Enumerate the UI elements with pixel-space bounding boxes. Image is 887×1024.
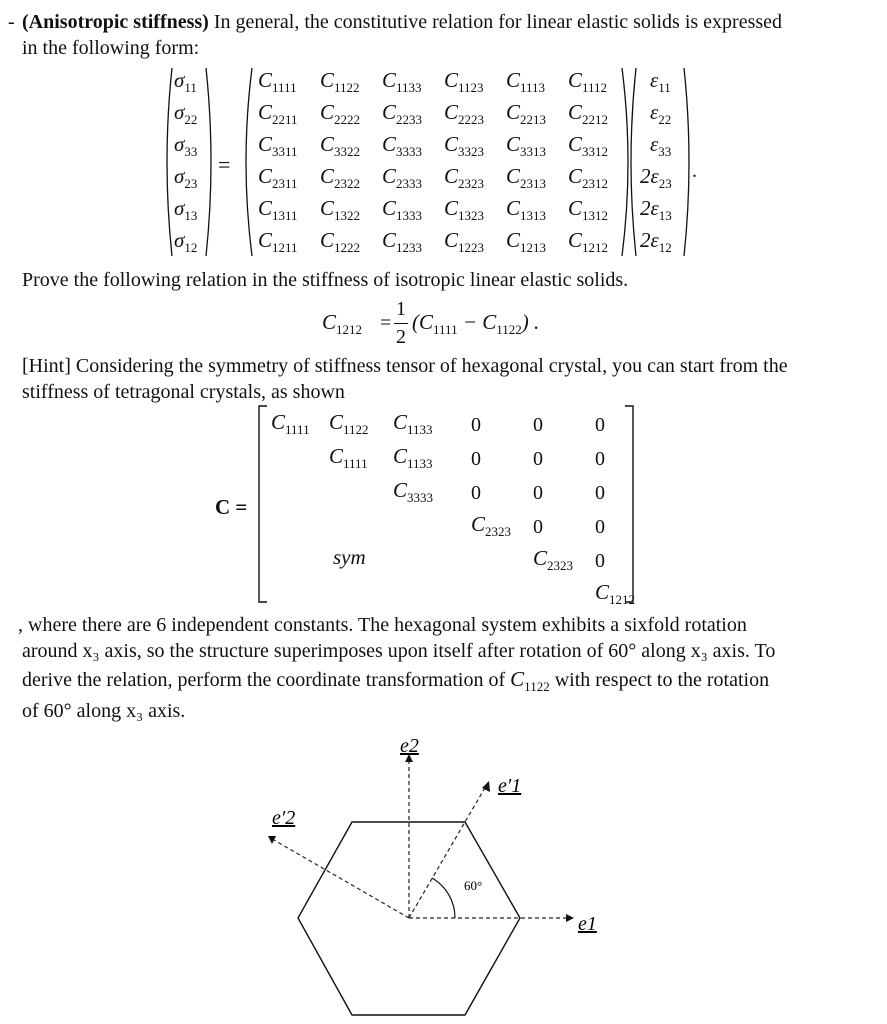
tetragonal-cells bbox=[215, 402, 645, 607]
angle-arc bbox=[432, 878, 455, 918]
stiffness-entry: $C_{1311}$ bbox=[258, 196, 298, 223]
stiffness-entry: $C_{3312}$ bbox=[568, 132, 609, 159]
sigma-component: $\sigma_{12}$ bbox=[174, 228, 198, 255]
stiffness-entry: $C_{2223}$ bbox=[444, 100, 485, 127]
zero-entry: 0 bbox=[471, 482, 481, 504]
bullet-mark: - bbox=[8, 11, 15, 33]
stiffness-entry: $C_{3313}$ bbox=[506, 132, 547, 159]
stiffness-entry: $C_{1133}$ bbox=[382, 68, 422, 95]
fraction-numerator: 1 bbox=[396, 298, 406, 320]
zero-entry: 0 bbox=[595, 550, 605, 572]
zero-entry: 0 bbox=[471, 448, 481, 470]
stiffness-entry: $C_{1211}$ bbox=[258, 228, 298, 255]
e2-label: e2 bbox=[400, 735, 419, 757]
e2-prime-axis bbox=[274, 840, 409, 918]
matrix-right-paren bbox=[622, 68, 628, 256]
stiffness-entry: $C_{3322}$ bbox=[320, 132, 361, 159]
zero-entry: 0 bbox=[595, 482, 605, 504]
para-line-3-end: with respect to the rotation bbox=[549, 669, 770, 691]
stiffness-entry: $C_{2312}$ bbox=[568, 164, 609, 191]
stiffness-entry: $C_{1233}$ bbox=[382, 228, 423, 255]
stiffness-entry: $C_{2333}$ bbox=[382, 164, 423, 191]
para-c1122: $C_{1122}$ bbox=[510, 667, 550, 694]
tetragonal-entry: $C_{1212}$ bbox=[595, 580, 636, 607]
strain-component: $2\varepsilon_{23}$ bbox=[640, 164, 672, 191]
sigma-component: $\sigma_{23}$ bbox=[174, 164, 198, 191]
stiffness-entry: $C_{3311}$ bbox=[258, 132, 298, 159]
e1-prime-label: e′1 bbox=[498, 775, 522, 797]
hint-line-2: stiffness of tetragonal crystals, as shown bbox=[22, 381, 345, 403]
strain-component: $\varepsilon_{11}$ bbox=[650, 68, 671, 95]
zero-entry: 0 bbox=[533, 482, 543, 504]
zero-entry: 0 bbox=[533, 448, 543, 470]
para-line-2: around x₃ axis, so the structure superimposes upon itself after rotation of 60° along x₃ axis. To bbox=[22, 640, 776, 662]
stiffness-entry: $C_{2212}$ bbox=[568, 100, 609, 127]
tetragonal-entry: $C_{1111}$ bbox=[329, 444, 368, 471]
stiffness-entry: $C_{1112}$ bbox=[568, 68, 608, 95]
stiffness-entry: $C_{1212}$ bbox=[568, 228, 609, 255]
stiffness-entry: $C_{2322}$ bbox=[320, 164, 361, 191]
stiffness-entry: $C_{1312}$ bbox=[568, 196, 609, 223]
e1-label: e1 bbox=[578, 913, 597, 935]
stiffness-entry: $C_{1213}$ bbox=[506, 228, 547, 255]
constitutive-equation bbox=[160, 62, 700, 272]
fraction-denominator: 2 bbox=[396, 326, 406, 348]
matrix-label: C = bbox=[215, 495, 248, 519]
sigma-component: $\sigma_{33}$ bbox=[174, 132, 198, 159]
zero-entry: 0 bbox=[595, 414, 605, 436]
zero-entry: 0 bbox=[471, 414, 481, 436]
stiffness-entry: $C_{1123}$ bbox=[444, 68, 484, 95]
sigma-component: $\sigma_{11}$ bbox=[174, 68, 197, 95]
strain-component: $\varepsilon_{33}$ bbox=[650, 132, 672, 159]
stiffness-entry: $C_{3323}$ bbox=[444, 132, 485, 159]
sym-label: sym bbox=[333, 545, 366, 569]
equation-period: . bbox=[692, 160, 697, 182]
hint-line-1: [Hint] Considering the symmetry of stiffness tensor of hexagonal crystal, you can start from the bbox=[22, 355, 788, 377]
strain-component: $\varepsilon_{22}$ bbox=[650, 100, 672, 127]
para-line-4: of 60° along x₃ axis. bbox=[22, 700, 186, 722]
relation-lhs: $C_{1212}$ bbox=[322, 310, 363, 337]
stiffness-entry: $C_{3333}$ bbox=[382, 132, 423, 159]
zero-entry: 0 bbox=[595, 516, 605, 538]
intro-text: In general, the constitutive relation for linear elastic solids is expressed bbox=[208, 11, 783, 33]
stiffness-entry: $C_{2222}$ bbox=[320, 100, 361, 127]
stiffness-entry: $C_{1113}$ bbox=[506, 68, 546, 95]
stiffness-entry: $C_{1111}$ bbox=[258, 68, 297, 95]
zero-entry: 0 bbox=[533, 414, 543, 436]
sigma-component: $\sigma_{13}$ bbox=[174, 196, 198, 223]
stiffness-entry: $C_{1222}$ bbox=[320, 228, 361, 255]
stiffness-entry: $C_{2233}$ bbox=[382, 100, 423, 127]
tetragonal-entry: $C_{1133}$ bbox=[393, 444, 433, 471]
zero-entry: 0 bbox=[533, 516, 543, 538]
e1-prime-axis bbox=[409, 786, 486, 918]
sigma-component: $\sigma_{22}$ bbox=[174, 100, 198, 127]
stiffness-entry: $C_{2211}$ bbox=[258, 100, 298, 127]
stiffness-entry: $C_{2323}$ bbox=[444, 164, 485, 191]
relation-equation bbox=[322, 296, 582, 356]
stiffness-entry: $C_{1333}$ bbox=[382, 196, 423, 223]
matrix-left-paren bbox=[246, 68, 252, 256]
tetragonal-entry: $C_{3333}$ bbox=[393, 478, 434, 505]
zero-entry: 0 bbox=[595, 448, 605, 470]
stiffness-entry: $C_{2313}$ bbox=[506, 164, 547, 191]
stiffness-entry: $C_{1322}$ bbox=[320, 196, 361, 223]
para-line-3-start: derive the relation, perform the coordinate transformation of bbox=[22, 669, 511, 691]
tetragonal-entry: $C_{1111}$ bbox=[271, 410, 310, 437]
para-line-3 bbox=[22, 666, 769, 700]
stiffness-entry: $C_{1223}$ bbox=[444, 228, 485, 255]
relation-equals: = bbox=[380, 312, 392, 334]
e1-arrowhead bbox=[566, 914, 574, 922]
equals-sign: = bbox=[218, 152, 231, 177]
intro-line-1 bbox=[22, 9, 782, 35]
relation-rhs: $(C_{1111} - C_{1122})$ . bbox=[412, 310, 540, 337]
e2-prime-label: e′2 bbox=[272, 807, 296, 829]
prove-statement: Prove the following relation in the stiffness of isotropic linear elastic solids. bbox=[22, 269, 629, 291]
strain-component: $2\varepsilon_{13}$ bbox=[640, 196, 672, 223]
tetragonal-matrix bbox=[215, 402, 645, 607]
stiffness-entry: $C_{1122}$ bbox=[320, 68, 360, 95]
stiffness-entry: $C_{2213}$ bbox=[506, 100, 547, 127]
hexagon-rotation-figure bbox=[250, 728, 620, 1024]
angle-label: 60° bbox=[464, 878, 483, 893]
sigma-left-paren bbox=[167, 68, 172, 256]
tetragonal-entry: $C_{2323}$ bbox=[533, 546, 574, 573]
para-line-1: , where there are 6 independent constants. The hexagonal system exhibits a sixfold rotation bbox=[18, 614, 747, 636]
stiffness-entry: $C_{1323}$ bbox=[444, 196, 485, 223]
equation-brackets bbox=[160, 62, 700, 272]
problem-title: (Anisotropic stiffness) bbox=[22, 11, 209, 33]
strain-component: $2\varepsilon_{12}$ bbox=[640, 228, 672, 255]
tetragonal-entry: $C_{1133}$ bbox=[393, 410, 433, 437]
sigma-right-paren bbox=[206, 68, 211, 256]
tetragonal-entry: $C_{1122}$ bbox=[329, 410, 369, 437]
stiffness-entry: $C_{1313}$ bbox=[506, 196, 547, 223]
strain-left-paren bbox=[631, 68, 636, 256]
strain-right-paren bbox=[684, 68, 689, 256]
tetragonal-entry: $C_{2323}$ bbox=[471, 512, 512, 539]
intro-line-2: in the following form: bbox=[22, 37, 200, 59]
stiffness-entry: $C_{2311}$ bbox=[258, 164, 298, 191]
